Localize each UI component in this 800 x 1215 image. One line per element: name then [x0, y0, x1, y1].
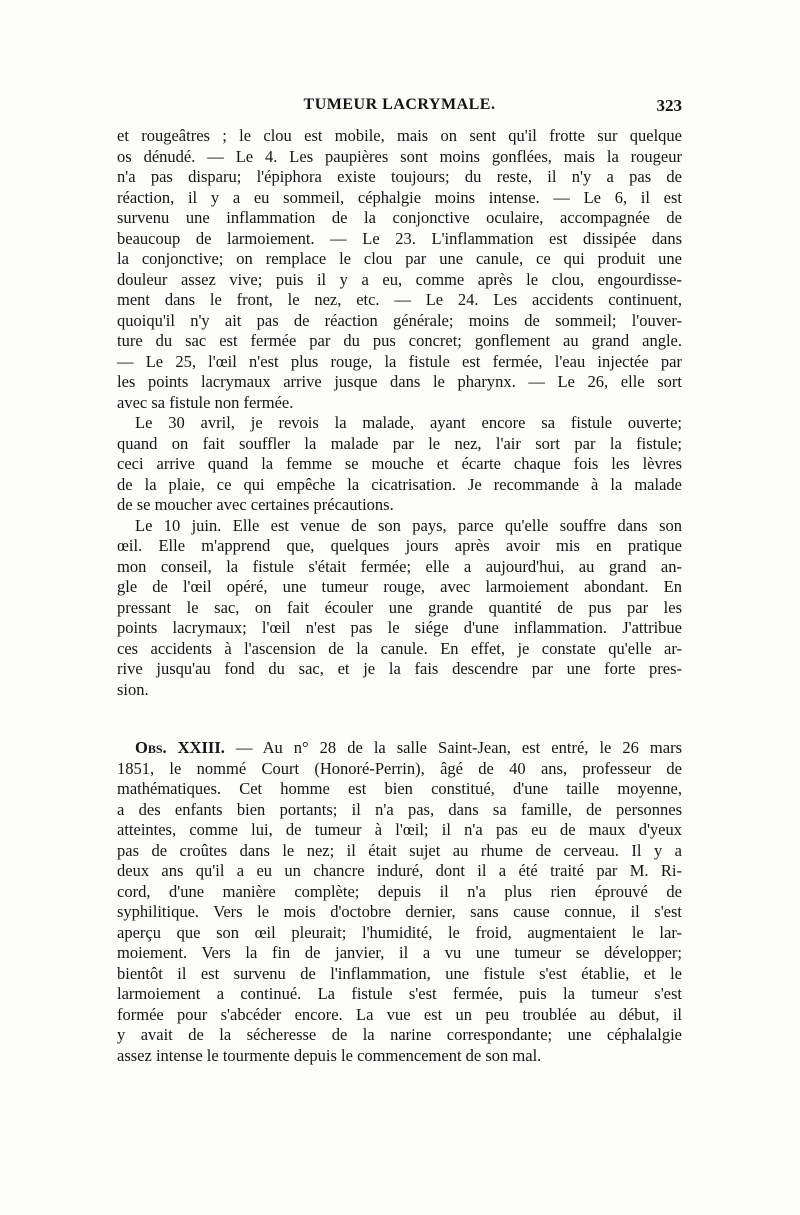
text-line: mon conseil, la fistule s'était fermée; elle a aujourd'hui, au grand an-	[117, 556, 682, 576]
text-line: atteintes, comme lui, de tumeur à l'œil; il n'a pas eu de maux d'yeux	[117, 820, 682, 839]
text-line: ces accidents à l'ascension de la canule. En effet, je constate qu'elle ar-	[117, 638, 682, 658]
text-line: aperçu que son œil pleurait; l'humidité, le froid, augmentaient le lar-	[117, 922, 682, 942]
text-line: ceci arrive quand la femme se mouche et écarte chaque fois les lèvres	[117, 454, 682, 473]
section-gap	[117, 700, 682, 738]
text-line: points lacrymaux; l'œil n'est pas le siége d'une inflammation. J'attribue	[117, 618, 682, 637]
running-title: TUMEUR LACRYMALE.	[303, 96, 496, 113]
text-line: Le 10 juin. Elle est venue de son pays, parce qu'elle souffre dans son	[135, 515, 682, 535]
text-line: réaction, il y a eu sommeil, céphalgie moins intense. — Le 6, il est	[117, 187, 682, 207]
text-line: et rougeâtres ; le clou est mobile, mais on sent qu'il frotte sur quelque	[117, 126, 682, 145]
text-line: ture du sac est fermée par du pus concret; gonflement au grand angle.	[117, 331, 682, 350]
observation-label: Obs. XXIII.	[135, 738, 225, 757]
text-line: beaucoup de larmoiement. — Le 23. L'inflammation est dissipée dans	[117, 228, 682, 248]
text-line: os dénudé. — Le 4. Les paupières sont moins gonflées, mais la rougeur	[117, 146, 682, 166]
text-line: quoiqu'il n'y ait pas de réaction générale; moins de sommeil; l'ouver-	[117, 310, 682, 330]
text-line: assez intense le tourmente depuis le commencement de son mal.	[117, 1045, 542, 1065]
text-line: de la plaie, ce qui empêche la cicatrisation. Je recommande à la malade	[117, 474, 682, 494]
text-line: quand on fait souffler la malade par le nez, l'air sort par la fistule;	[117, 433, 682, 453]
text-line: pressant le sac, on fait écouler une grande quantité de pus par les	[117, 597, 682, 617]
text-line: deux ans qu'il a eu un chancre induré, dont il a été traité par M. Ri-	[117, 861, 682, 880]
text-line: mathématiques. Cet homme est bien constitué, d'une taille moyenne,	[117, 779, 682, 798]
text-line: de se moucher avec certaines précautions.	[117, 495, 394, 514]
text-line: n'a pas disparu; l'épiphora existe toujours; du reste, il n'y a pas de	[117, 167, 682, 186]
text-line: gle de l'œil opéré, une tumeur rouge, avec larmoiement abondant. En	[117, 577, 682, 596]
text-line: ment dans le front, le nez, etc. — Le 24. Les accidents continuent,	[117, 290, 682, 309]
text-line: rive jusqu'au fond du sac, et je la fais descendre par une forte pres-	[117, 659, 682, 678]
paragraph	[117, 413, 682, 516]
text-line: larmoiement a continué. La fistule s'est fermée, puis la tumeur s'est	[117, 984, 682, 1003]
text-line: la conjonctive; on remplace le clou par une canule, ce qui produit une	[117, 249, 682, 268]
text-line	[117, 738, 682, 759]
text-line: douleur assez vive; puis il y a eu, comme après le clou, engourdisse-	[117, 269, 682, 289]
text-line: formée pour s'abcéder encore. La vue est un peu troublée au début, il	[117, 1004, 682, 1024]
text-line: Le 30 avril, je revois la malade, ayant encore sa fistule ouverte;	[135, 413, 682, 432]
observation-first-line: — Au n° 28 de la salle Saint-Jean, est entré, le 26 mars	[224, 738, 683, 757]
page-number: 323	[656, 96, 682, 115]
text-line: œil. Elle m'apprend que, quelques jours après avoir mis en pratique	[117, 536, 682, 555]
text-line: moiement. Vers la fin de janvier, il a vu une tumeur se développer;	[117, 943, 682, 962]
text-line: a des enfants bien portants; il n'a pas, dans sa famille, de personnes	[117, 799, 682, 819]
observation-block	[117, 738, 682, 1066]
text-line: les points lacrymaux arrive jusque dans le pharynx. — Le 26, elle sort	[117, 372, 682, 391]
text-line: y avait de la sécheresse de la narine correspondante; une céphalalgie	[117, 1025, 682, 1044]
paragraph	[117, 126, 682, 413]
text-line: bientôt il est survenu de l'inflammation, une fistule s'est établie, et le	[117, 963, 682, 983]
text-line: sion.	[117, 679, 149, 699]
running-head	[117, 96, 682, 120]
body-text	[117, 126, 682, 1066]
paragraph	[117, 516, 682, 701]
text-line: avec sa fistule non fermée.	[117, 392, 294, 412]
text-line: cord, d'une manière complète; depuis il n'a plus rien éprouvé de	[117, 881, 682, 901]
text-line: 1851, le nommé Court (Honoré-Perrin), âgé de 40 ans, professeur de	[117, 758, 682, 778]
text-line: — Le 25, l'œil n'est plus rouge, la fistule est fermée, l'eau injectée par	[117, 351, 682, 371]
text-line: syphilitique. Vers le mois d'octobre dernier, sans cause connue, il s'est	[117, 902, 682, 921]
text-line: pas de croûtes dans le nez; il était sujet au rhume de cerveau. Il y a	[117, 840, 682, 860]
text-line: survenu une inflammation de la conjonctive oculaire, accompagnée de	[117, 208, 682, 227]
